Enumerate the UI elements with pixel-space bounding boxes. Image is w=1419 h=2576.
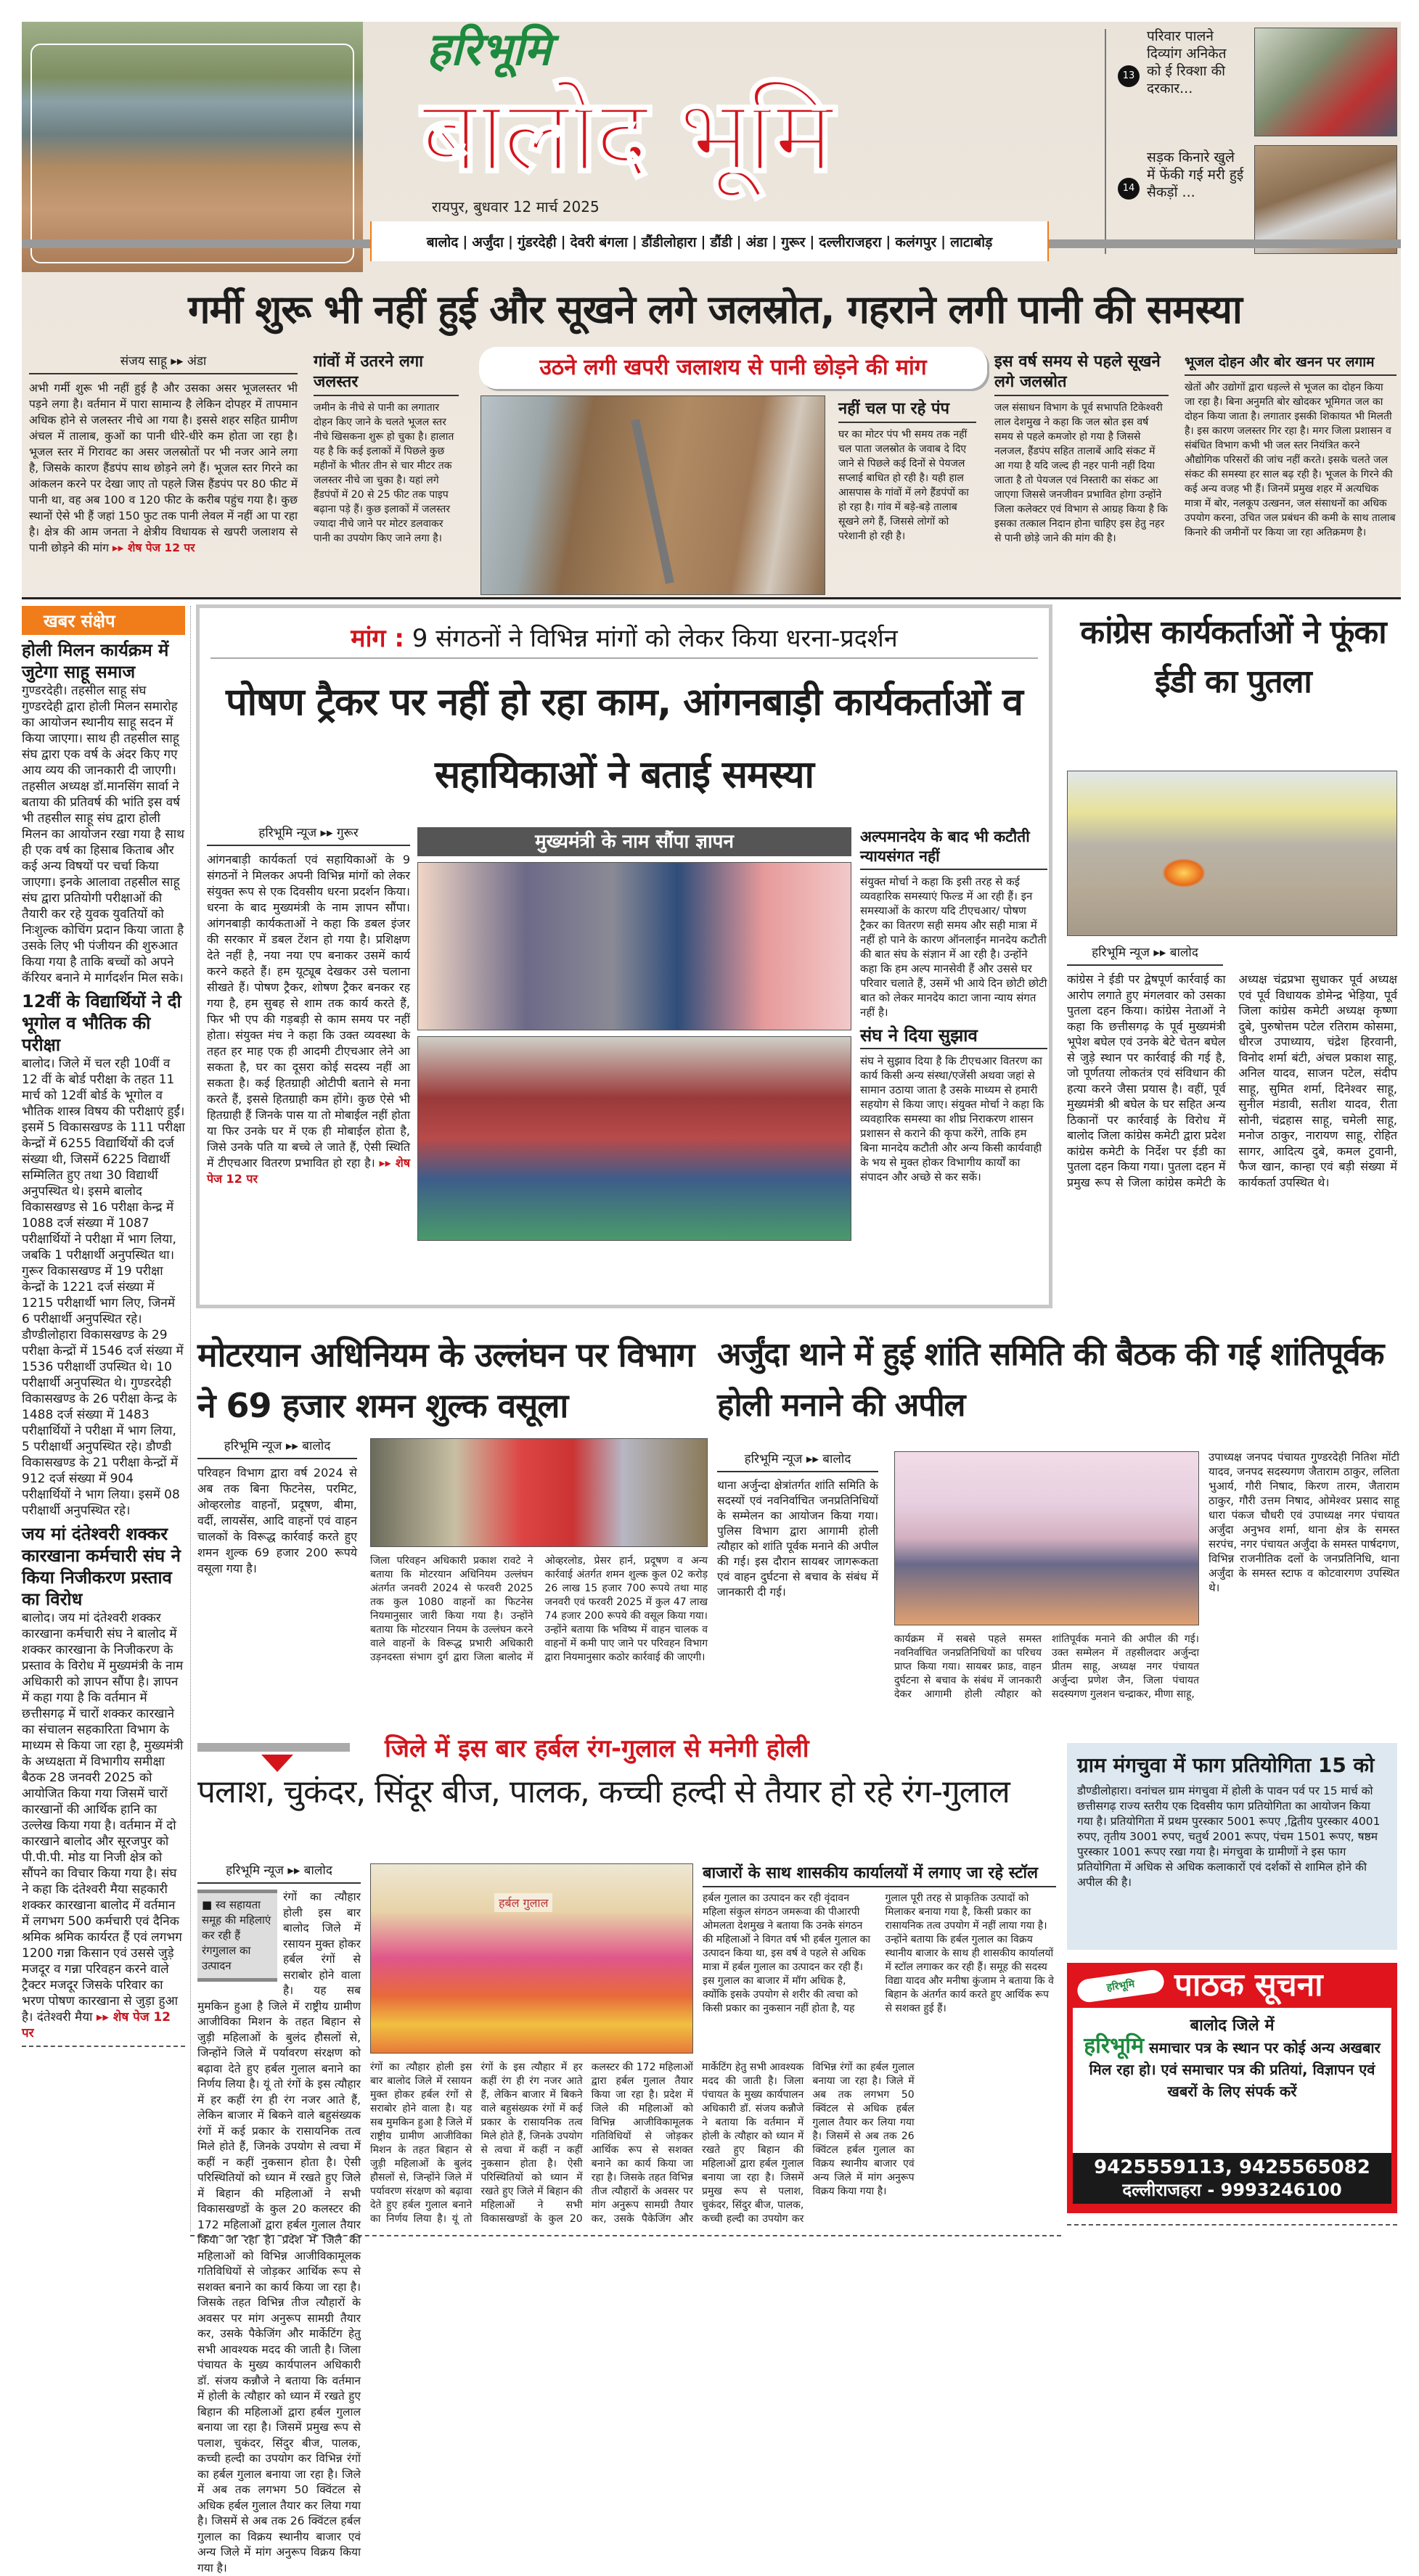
subsection-body: खेतों और उद्योगों द्वारा धड़ल्ले से भूजल का दोहन किया जा रहा है। बिना अनुमति बोर खोदकर भूमिगत जल का दोहन किया जाता है। लगातार इसकी शिकायत भी मिलती है। इस कारण जलस्तर गिर रहा है। मगर जिला प्रशासन व संबंधित विभाग कभी भी जल स्तर नियंत्रित करने औद्योगिक परिसरों की जांच नहीं करते। इसके चलते जल संकट की समस्या हर साल बढ़ रही है। भूजल के गिरने की कई अन्य वजह भी हैं। जिनमें प्रमुख शहर में अत्यधिक मात्रा में बोर, नलकूप उत्खनन, जल संसाधनों का अधिक उपयोग करना, उचित जल प्रबंधन की कमी के साथ तालाब किनारे की जमीनों पर किया जा रहा अतिक्रमण है। — [1185, 382, 1396, 538]
notice-title: पाठक सूचना — [1174, 1966, 1323, 2003]
anganwadi-body-column — [207, 824, 410, 1187]
nav-separator: | — [886, 233, 891, 250]
motor-headline: मोटरयान अधिनियम के उल्लंघन पर विभाग ने 69 हजार शमन शुल्क वसूला — [197, 1335, 695, 1425]
subsection-body: जल संसाधन विभाग के पूर्व सभापति टिकेश्वरी लाल देशमुख ने कहा कि जल स्रोत इस वर्ष समय से पहले कमजोर हो गया है जिससे नलजल, हैंडपंप सहित तालाबें आदि संकट में आ गया है यदि जल्द ही नहर पानी नहीं दिया जाता है तो पेयजल एवं निस्तारी का संकट आ जाएगा जिससे जनजीवन प्रभावित होगा उन्होंने जिला कलेक्टर एवं विभाग से आग्रह किया है कि इसका तत्काल निदान होना चाहिए इस हेतु नहर से पानी छोड़े जाने की मांग की है। — [994, 402, 1168, 544]
section-arrow-icon — [197, 1743, 350, 1752]
nav-item[interactable]: कलंगपुर — [895, 234, 937, 250]
nav-item[interactable]: अर्जुंदा — [472, 234, 504, 250]
continued-link[interactable]: ▸▸ शेष पेज 12 पर — [112, 541, 195, 554]
page-bottom-rule — [1067, 2224, 1397, 2226]
teaser-divider — [1105, 29, 1106, 254]
notice-text: हरिभूमि समाचार पत्र के स्थान पर कोई अन्य अखबार मिल रहा हो। एवं समाचार पत्र की प्रतियां, विज्ञापन एवं खबरों के लिए संपर्क करें — [1084, 2033, 1381, 2100]
subheading: भूजल दोहन और बोर खनन पर लगाम — [1185, 352, 1396, 376]
nav-item[interactable]: दल्लीराजहरा — [819, 234, 882, 250]
nav-separator: | — [772, 233, 777, 250]
subsection-body: हर्बल गुलाल का उत्पादन कर रही वृंदावन महिला संकुल संगठन जमरूवा की पीआरपी ओमलता देशमुख ने बताया कि उनके संगठन की महिलाओं ने विगत वर्ष भी हर्बल गुलाल का उत्पादन किया था, इस वर्ष वे पहले से अधिक मात्रा में हर्बल गुलाल का उत्पादन कर रही हैं। इस गुलाल का बाजार में मॉग अधिक है, क्योंकि इसके उपयोग से शरीर की त्वचा को किसी प्रकार का नुकसान नहीं होता है, यह गुलाल पूरी तरह से प्राकृतिक उत्पादों को मिलाकर बनाया गया है, किसी प्रकार का रासायनिक तत्व उपयोग में नहीं लाया गया है। उन्होंने बताया कि हर्बल गुलाल का विक्रय स्थानीय बाजार के साथ ही शासकीय कार्यालयों में स्टॉल लगाकर कर रही हैं। समूह की सदस्य विद्या यादव और मनीषा कुंजाम ने बताया कि वे बिहान के अंतर्गत कार्य करते हुए आर्थिक रूप से सशक्त हुई हैं। — [703, 1892, 1054, 2014]
column-rule — [190, 606, 191, 2231]
arjunda-body: कार्यक्रम में सबसे पहले समस्त नवनिर्वाचित जनप्रतिनिधियों का परिचय प्राप्त किया गया। सायबर फ्राड, वाहन दुर्घटना से बचाव के संबंध में जानकारी देकर आगामी होली त्यौहार को शांतिपूर्वक मनाने की अपील की गई। उक्त सम्मेलन में तहसीलदार अर्जुन्दा प्रीतम साहू, अध्यक्ष नगर पंचायत अर्जुन्दा प्रणेश जैन, जिला पंचायत सदस्यगण गुलशन चन्द्राकर, मीणा साहू, — [894, 1633, 1199, 1700]
protest-stage-photo — [417, 862, 851, 1030]
page-bottom-rule — [190, 2235, 1061, 2236]
subheading: अल्पमानदेय के बाद भी कटौती न्यायसंगत नहीं — [860, 827, 1047, 870]
nav-separator: | — [941, 233, 946, 250]
page-number-badge: 14 — [1118, 178, 1140, 200]
subsection-body: घर का मोटर पंप भी समय तक नहीं चल पाता जलस्रोत के जवाब दे दिए जाने से पिछले कई दिनों से पेयजल सप्लाई बाधित हो रही है। यही हाल आसपास के गांवों में लगे हैंडपंपों का हो रहा है। गांव में बड़े-बड़े तालाब सूखने लगे हैं, जिससे लोगों को परेशानी हो रही है। — [838, 429, 969, 542]
brief-body: बालोद। जिले में चल रही 10वीं व 12 वीं के बोर्ड परीक्षा के तहत 11 मार्च को 12वीं बोर्ड के भूगोल व भौतिक शास्त्र विषय की परीक्षाएं हुईं। इसमें 5 विकासखण्ड के 111 परीक्षा केन्द्रों में 6255 विद्यार्थियों की दर्ज संख्या थी, जिसमें 6225 विद्यार्थी सम्मिलित हुए तथा 30 विद्यार्थी अनुपस्थित थे। इसमे बालोद विकासखण्ड से 16 परीक्षा केन्द्र में 1088 दर्ज संख्या में 1087 परीक्षार्थियों ने परीक्षा में भाग लिया, जबकि 1 परीक्षार्थी अनुपस्थित था। गुरूर विकासखण्ड में 19 परीक्षा केन्द्रों के 1221 दर्ज संख्या में 1215 परीक्षार्थी भाग लिए, जिनमें 6 परीक्षार्थी अनुपस्थित रहे। डौण्डीलोहारा विकासखण्ड के 29 परीक्षा केन्द्रों में 1546 दर्ज संख्या में 1536 परीक्षार्थी उपस्थित थे। 10 परीक्षार्थी अनुपस्थित थे। गुण्डरदेही विकासखण्ड के 26 परीक्षा केन्द्र के 1488 दर्ज संख्या में 1483 परीक्षार्थियों ने परीक्षा में भाग लिया, 5 परीक्षार्थी अनुपस्थित रहे। डौण्डी विकासखण्ड के 21 परीक्षा केन्द्रों में 912 दर्ज संख्या में 904 परीक्षार्थियों ने भाग लिया। इसमें 08 परीक्षार्थी अनुपस्थित रहे। — [22, 1057, 185, 1518]
section-divider — [22, 597, 1401, 599]
subsection-body: जमीन के नीचे से पानी का लगातार दोहन किए जाने के चलते भूजल स्तर नीचे खिसकना शुरू हो चुका है। हालात यह है कि कई इलाकों में पिछले कुछ महीनों के भीतर तीन से चार मीटर तक जलस्तर नीचे जा चुका है। यहां लगे हैंडपंपों में 20 से 25 फीट तक पाइप बढ़ाना पड़े हैं। कुछ इलाकों में जलस्तर ज्यादा नीचे जाने पर मोटर डलवाकर पानी का उपयोग किए जाने लगा है। — [314, 402, 454, 544]
brand-logo: हरिभूमि — [427, 22, 552, 75]
story-body: कांग्रेस ने ईडी पर द्वेषपूर्ण कार्रवाई का आरोप लगाते हुए मंगलवार को उसका पुतला दहन किया। कांग्रेस नेताओं ने कहा कि छत्तीसगढ़ के पूर्व मुख्यमंत्री भूपेश बघेल एवं उनके बेटे चेतन बघेल से जुड़े स्थान पर कार्रवाई की गई है, जो पूर्णतया लोकतंत्र एवं संविधान की हत्या करने जैसा प्रयास है। वहीं, पूर्व मुख्यमंत्री श्री बघेल के घर सहित अन्य ठिकानों पर कार्रवाई के विरोध में बालोद जिला कांग्रेस कमेटी द्वारा प्रदेश कांग्रेस कमेटी के निर्देश पर ईडी का पुतला दहन किया गया। पुतला दहन में प्रमुख रूप से जिला कांग्रेस कमेटी के अध्यक्ष चंद्रप्रभा सुधाकर पूर्व अध्यक्ष एवं पूर्व विधायक डोमेन्द्र भेड़िया, पूर्व जिला कांग्रेस कमेटी अध्यक्ष कृष्णा दुबे, पुरुषोत्तम पटेल रतिराम कोसमा, धीरज उपाध्याय, चंद्रेश हिरवानी, विनोद शर्मा बंटी, अंचल प्रकाश साहू, अनिल यादव, साजन पटेल, संदीप साहू, सुमित शर्मा, दिनेश्वर साहू, सुनील मंडावी, सतीश यादव, रीता सोनी, चंद्रहास साहू, चमेली साहू, मनोज ठाकुर, नारायण साहू, रोहित सागर, आदित्य दुबे, कमल टुवानी, फैज खान, कान्हा एवं बड़ी संख्या में कार्यकर्ता उपस्थित थे। — [1067, 972, 1397, 1189]
subheading: इस वर्ष समय से पहले सूखने लगे जलस्रोत — [994, 352, 1169, 396]
notice-line: बालोद जिले में — [1190, 2017, 1275, 2035]
teaser-photo-dead-chickens — [1254, 145, 1397, 254]
story-lead: थाना अर्जुन्दा क्षेत्रांतर्गत शांति समिति के सदस्यों एवं नवनिर्वाचित जनप्रतिनिधियों के सम्मेलन का आयोजन किया गया। पुलिस विभाग द्वारा आगामी होली त्यौहार को शांति पूर्वक मनाने की अपील की गई। इस दौरान सायबर जागरूकता एवं वाहन दुर्घटना से बचाव के संबंध में जानकारी दी गई। — [717, 1479, 878, 1599]
edition-title: बालोद भूमि — [421, 77, 831, 195]
column-end-rule — [22, 2046, 185, 2047]
subheading: संघ ने दिया सुझाव — [860, 1025, 1047, 1049]
pull-quote: ■ स्व सहायता समूह की महिलाएं कर रही हैं रंगगुलाल का उत्पादन — [197, 1890, 277, 1982]
subsection-body: संघ ने सुझाव दिया है कि टीएचआर वितरण का कार्य किसी अन्य संस्था/एजेंसी अथवा जहां से सामान उठाया जाता है उसके माध्यम से हमारी सहयोग से किया जाए। संयुक्त मोर्चा ने कहा कि व्यवहारिक समस्या का शीघ्र निराकरण शासन प्रशासन से कराने की कृपा करेंगे, ताकि हम बिना मानदेय कटौती और अन्य किसी कार्यवाही के भय से मुक्त होकर विभागीय कार्यों का संपादन और अच्छे से कर सकें। — [860, 1054, 1044, 1184]
teaser-text: परिवार पालने दिव्यांग अनिकेत को ई रिक्शा की दरकार... — [1147, 28, 1227, 97]
byline: हरिभूमि न्यूज ▸▸ बालोद — [197, 1437, 357, 1459]
dry-pond-photo — [22, 22, 363, 272]
brief-title: 12वीं के विद्यार्थियों ने दी भूगोल व भौतिक की परीक्षा — [22, 991, 181, 1055]
bus-inspection-photo — [370, 1438, 708, 1547]
subheading: बाजारों के साथ शासकीय कार्यालयों में लगाए जा रहे स्टॉल — [703, 1863, 1056, 1887]
brief-title: जय मां दंतेश्वरी शक्कर कारखाना कर्मचारी संघ ने किया निजीकरण प्रस्ताव का विरोध — [22, 1524, 181, 1609]
nav-separator: | — [507, 233, 513, 250]
nav-separator: | — [462, 233, 468, 250]
photo-caption-bar: मुख्यमंत्री के नाम सौंपा ज्ञापन — [417, 827, 851, 856]
chevron-down-icon — [261, 1755, 293, 1772]
brief-body: बालोद। जय मां दंतेश्वरी शक्कर कारखाना कर्मचारी संघ ने बालोद में शक्कर कारखाना के निजीकरण के प्रस्ताव के विरोध में मुख्यमंत्री के नाम अधिकारी को ज्ञापन सौंपा है। ज्ञापन में कहा गया है कि वर्तमान में छत्तीसगढ़ में चारों शक्कर कारखाने का संचालन सहकारिता विभाग के माध्यम से किया जा रहा है, मुख्यमंत्री के अध्यक्षता में विभागीय समीक्षा बैठक 28 जनवरी 2025 को आयोजित किया गया जिसमें चारों कारखानों की आर्थिक हानि का उल्लेख किया गया है। वर्तमान में दो कारखाने बालोद और सूरजपुर को पी.पी.पी. मोड या निजी क्षेत्र को सौंपने का विचार किया गया है। संघ ने कहा कि दंतेश्वरी मैया सहकारी शक्कर कारखाना बालोद में वर्तमान में लगभग 500 कर्मचारी एवं दैनिक श्रमिक श्रमिक कार्यरत हैं एवं लगभग 1200 गन्ना किसान एवं उससे जुड़े मजदूर व गन्ना परिवहन करने वाले ट्रैक्टर मजदूर जिसके परिवार का भरण पोषण कारखाना से जुड़ा हुआ है। दंतेश्वरी मैया ▸▸ शेष पेज 12 पर — [22, 1611, 184, 2040]
motor-lead-column — [197, 1437, 357, 1577]
lead-subsection — [838, 399, 976, 543]
poster-text: हर्बल गुलाल — [494, 1893, 552, 1912]
continued-link[interactable]: ▸▸ शेष पेज 12 पर — [207, 1156, 410, 1186]
arjunda-lead-column — [717, 1450, 878, 1600]
herbal-gulal-women-photo — [370, 1863, 693, 2054]
byline: हरिभूमि न्यूज ▸▸ गुरूर — [207, 824, 410, 846]
peace-committee-photo — [894, 1451, 1199, 1625]
byline: हरिभूमि न्यूज ▸▸ बालोद — [197, 1861, 361, 1884]
lead-story — [29, 352, 298, 556]
brief-item — [22, 639, 185, 986]
arjunda-headline: अर्जुंदा थाने में हुई शांति समिति की बैठक की गई शांतिपूर्वक होली मनाने की अपील — [717, 1336, 1384, 1424]
lead-subsection — [994, 352, 1169, 546]
briefs-header: खबर संक्षेप — [22, 606, 185, 635]
arjunda-side-text: उपाध्यक्ष जनपद पंचायत गुण्डरदेही नितिश मोंटी यादव, जनपद सदस्यगण जैताराम ठाकुर, ललिता भुआर्य, गौरी निषाद, किरण तारम, जैताराम ठाकुर, गौरी उत्तम निषाद, ओमेश्वर प्रसाद साहू धारा पंकज चौधरी एवं उपाध्यक्ष नगर पंचायत अर्जुंदा अनुभव शर्मा, थाना क्षेत्र के समस्त सरपंच, नगर पंचायत अर्जुंदा के समस्त पार्षदगण, विभिन्न राजनीतिक दलों के जनप्रतिनिधि, थाना अर्जुंदा के समस्त स्टाफ व कोटवारगण उपस्थित थे। — [1209, 1451, 1399, 1594]
story-body: रंगों का त्यौहार होली इस बार बालोद जिले में रसायन मुक्त होकर हर्बल रंगों से सराबोर होने वाला है। यह सब मुमकिन हुआ है जिले में राष्ट्रीय ग्रामीण आजीविका मिशन के तहत बिहान से जुड़ी महिलाओं के बुलंद हौसलों से, जिन्होंने जिले में पर्यावरण संरक्षण को बढ़ावा देते हुए हर्बल गुलाल बनाने का निर्णय लिया है। यूं तो रंगों के इस त्यौहार में हर कहीं रंग ही रंग नजर आते हैं, लेकिन बाजार में बिकने वाले बहुसंख्यक रंगों में कई प्रकार के रासायनिक तत्व मिले होते हैं, जिनके उपयोग से त्वचा में कहीं न कहीं नुकसान होता है। ऐसी परिस्थितियों को ध्यान में रखते हुए जिले में बिहान की महिलाओं ने सभी विकासखण्डों के कुल 20 कलस्टर की 172 महिलाओं द्वारा हर्बल गुलाल तैयार किया जा रहा है। प्रदेश में जिले की महिलाओं को विभिन्न आजीविकामूलक गतिविधियों से जोड़कर आर्थिक रूप से सशक्त बनाने का कार्य किया जा रहा है। जिसके तहत विभिन्न तीज त्यौहारों के अवसर पर मांग अनुरूप सामग्री तैयार कर, उसके पैकेजिंग और मार्केटिंग हेतु सभी आवश्यक मदद की जाती है। जिला पंचायत के मुख्य कार्यपालन अधिकारी डॉ. संजय कन्नौजे ने बताया कि वर्तमान में होली के त्यौहार को ध्यान में रखते हुए बिहान की महिलाओं द्वारा हर्बल गुलाल बनाया जा रहा है। जिसमें प्रमुख रूप से पलाश, चुकंदर, सिंदुर बीज, पालक, कच्ची हल्दी का उपयोग कर विभिन्न रंगों का हर्बल गुलाल बनाया जा रहा है। जिले में अब तक लगभग 50 क्विंटल से अधिक हर्बल गुलाल तैयार कर लिया गया है। जिसमें से अब तक 26 क्विंटल हर्बल गुलाल का विक्रय स्थानीय बाजार एवं अन्य जिले में मांग अनुरूप विक्रय किया गया है। — [197, 1890, 361, 2575]
lead-subsection — [1185, 352, 1396, 540]
lead-subsection — [314, 352, 459, 546]
congress-body — [1067, 943, 1397, 1190]
brief-item — [22, 990, 185, 1519]
subsection-body: संयुक्त मोर्चा ने कहा कि इसी तरह से कई व्यवहारिक समस्याएं फिल्ड में आ रही हैं। इन समस्याओं के कारण यदि टीएचआर/ पोषण ट्रैकर का वितरण सही समय और सही मात्रा में नहीं हो पाने के कारण ऑनलाईन मानदेय कटौती की बात संघ के संज्ञान में आ रही है। उन्होंने कहा कि हम अल्प मानसेवी हैं और उससे घर परिवार चलाते हैं, उसमें भी आये दिन छोटी छोटी बात को लेकर मानदेय काटा जाना न्याय संगत नहीं है। — [860, 875, 1047, 1019]
teaser-item[interactable] — [1118, 28, 1248, 136]
holi-lead-column — [197, 1861, 361, 2575]
holi-kicker: जिले में इस बार हर्बल रंग-गुलाल से मनेगी होली — [385, 1734, 809, 1763]
box-headline: ग्राम मंगचुवा में फाग प्रतियोगिता 15 को — [1077, 1753, 1375, 1777]
page-number-badge: 13 — [1118, 65, 1140, 87]
brand-logo: हरिभूमि — [1084, 2033, 1145, 2059]
congress-headline: कांग्रेस कार्यकर्ताओं ने फूंका ईडी का पुतला — [1080, 614, 1386, 700]
nav-separator: | — [700, 233, 706, 250]
nav-item[interactable]: लाटाबोड़ — [950, 234, 993, 250]
motor-body: जिला परिवहन अधिकारी प्रकाश रावटे ने बताया कि मोटरयान अधिनियम उल्लंघन अंतर्गत जनवरी 2024 से फरवरी 2025 तक कुल 1080 वाहनों का फिटनेस नियमानुसार जारी किया गया है। उन्होंने बताया कि मोटरयान नियम के उल्लंघन करने वाले वाहनों के विरूद्ध प्रभारी अधिकारी उड़नदस्ता संभाग दुर्ग द्वारा जिला बालोद में ओव्हरलोड, प्रेसर हार्न, प्रदूषण व अन्य कार्रवाई अंतर्गत शमन शुल्क कुल 02 करोड़ 26 लाख 15 हजार 700 रूपये तथा माह जनवरी एवं फरवरी 2025 में कुल 47 लाख 74 हजार 200 रूपये की वसूल किया गया। उन्होंने बताया कि भविष्य में वाहन चालक व वाहनों में कमी पाए जाने पर परिवहन विभाग द्वारा नियमानुसार कठोर कार्रवाई की जाएगी। — [370, 1555, 708, 1663]
byline: हरिभूमि न्यूज ▸▸ बालोद — [717, 1450, 878, 1472]
box-body: डौण्डीलोहारा। वनांचल ग्राम मंगचुवा में होली के पावन पर्व पर 15 मार्च को छत्तीसगढ़ राज्य स्तरीय एक दिवसीय फाग प्रतियोगिता का आयोजन किया गया है। प्रतियोगिता में प्रथम पुरस्कार 5001 रूपए ,द्वितीय पुरस्कार 4001 रुपए, तृतीय 3001 रुपए, चतुर्थ 2001 रूपए, पंचम 1501 रूपए, षष्ठम पुरस्कार 1001 रूपए रखा गया है। मंगचुवा के ग्रामीणों ने इस फाग प्रतियोगिता में अधिक से अधिक कलाकारों एवं दर्शकों से शामिल होने की अपील की है। — [1077, 1784, 1381, 1889]
brief-body: गुण्डरदेही। तहसील साहू संघ गुण्डरदेही द्वारा होली मिलन समारोह का आयोजन स्थानीय साहू सदन में किया जाएगा। साथ ही तहसील साहू संघ द्वारा एक वर्ष के अंदर किए गए आय व्यय की जानकारी दी जाएगी। तहसील अध्यक्ष डॉ.मानसिंग सार्वा ने बताया की प्रतिवर्ष की भांति इस वर्ष भी तहसील साहू संघ द्वारा होली मिलन का आयोजन रखा गया है साथ ही एक वर्ष का हिसाब किताब और कई अन्य विषयों पर चर्चा किया जाएगा। इनके आलावा तहसील साहू संघ द्वारा प्रतियोगी परीक्षाओं की तैयारी कर रहे युवक युवतियों को निःशुल्क कोचिंग प्रदान किया जाता है उसके लिए भी पंजीयन की शुरुआत किया गया है ताकि बच्चों को अपने कॅरियर बनाने मे मार्गदर्शन मिल सके। — [22, 684, 184, 985]
brief-item — [22, 1523, 185, 2041]
effigy-burning-photo — [1067, 771, 1397, 936]
anganwadi-side-column — [860, 827, 1047, 1184]
story-lead: परिवहन विभाग द्वारा वर्ष 2024 से अब तक बिना फिटनेस, परमिट, ओव्हरलोड वाहनों, प्रदूषण, बीमा, वर्दी, लायसेंस, आदि वाहनों एवं वाहन चालकों के विरूद्ध कार्रवाई करते हुए शमन शुल्क 69 हजार 200 रूपये वसूला गया है। — [197, 1466, 357, 1575]
holi-sidebar — [703, 1863, 1056, 2016]
anganwadi-headline: पोषण ट्रैकर पर नहीं हो रहा काम, आंगनबाड़ी कार्यकर्ताओं व सहायिकाओं ने बताई समस्या — [226, 681, 1023, 797]
contact-phones: 9425559113, 9425565082 — [1094, 2157, 1370, 2178]
phag-competition-box — [1067, 1743, 1397, 1950]
protest-crowd-photo — [417, 1036, 851, 1241]
briefs-column — [22, 606, 185, 2047]
handpump-photo — [481, 395, 825, 595]
story-kicker — [210, 623, 1038, 659]
dateline: रायपुर, बुधवार 12 मार्च 2025 — [432, 198, 600, 216]
nav-separator: | — [809, 233, 815, 250]
brief-title: होली मिलन कार्यक्रम में जुटेगा साहू समाज — [22, 640, 169, 682]
subheading: गांवों में उतरने लगा जलस्तर — [314, 352, 459, 396]
nav-item[interactable]: गुंडरदेही — [517, 234, 557, 250]
holi-body-continued: रंगों का त्यौहार होली इस बार बालोद जिले में रसायन मुक्त होकर हर्बल रंगों से सराबोर होने वाला है। यह सब मुमकिन हुआ है जिले में राष्ट्रीय ग्रामीण आजीविका मिशन के तहत बिहान से जुड़ी महिलाओं के बुलंद हौसलों से, जिन्होंने जिले में पर्यावरण संरक्षण को बढ़ावा देते हुए हर्बल गुलाल बनाने का निर्णय लिया है। यूं तो रंगों के इस त्यौहार में हर कहीं रंग ही रंग नजर आते हैं, लेकिन बाजार में बिकने वाले बहुसंख्यक रंगों में कई प्रकार के रासायनिक तत्व मिले होते हैं, जिनके उपयोग से त्वचा में कहीं न कहीं नुकसान होता है। ऐसी परिस्थितियों को ध्यान में रखते हुए जिले में बिहान की महिलाओं ने सभी विकासखण्डों के कुल 20 कलस्टर की 172 महिलाओं द्वारा हर्बल गुलाल तैयार किया जा रहा है। प्रदेश में जिले की महिलाओं को विभिन्न आजीविकामूलक गतिविधियों से जोड़कर आर्थिक रूप से सशक्त बनाने का कार्य किया जा रहा है। जिसके तहत विभिन्न तीज त्यौहारों के अवसर पर मांग अनुरूप सामग्री तैयार कर, उसके पैकेजिंग और मार्केटिंग हेतु सभी आवश्यक मदद की जाती है। जिला पंचायत के मुख्य कार्यपालन अधिकारी डॉ. संजय कन्नौजे ने बताया कि वर्तमान में होली के त्यौहार को ध्यान में रखते हुए बिहान की महिलाओं द्वारा हर्बल गुलाल बनाया जा रहा है। जिसमें प्रमुख रूप से पलाश, चुकंदर, सिंदुर बीज, पालक, कच्ची हल्दी का उपयोग कर विभिन्न रंगों का हर्बल गुलाल बनाया जा रहा है। जिले में अब तक लगभग 50 क्विंटल से अधिक हर्बल गुलाल तैयार कर लिया गया है। जिसमें से अब तक 26 क्विंटल हर्बल गुलाल का विक्रय स्थानीय बाजार एवं अन्य जिले में मांग अनुरूप विक्रय किया गया है। — [370, 2062, 915, 2225]
teaser-text: सड़क किनारे खुले में फेंकी गई मरी हुई सैकड़ों ... — [1147, 149, 1244, 200]
newspaper-roll-icon: हरिभूमि — [1076, 1969, 1165, 2003]
nav-item[interactable]: अंडा — [745, 234, 768, 250]
nav-separator: | — [560, 233, 566, 250]
kicker-text: 9 संगठनों ने विभिन्न मांगों को लेकर किया धरना-प्रदर्शन — [412, 624, 898, 653]
contact-phone-dallirajhara: दल्लीराजहरा - 9993246100 — [1122, 2180, 1342, 2200]
nav-item[interactable]: बालोद — [426, 234, 459, 250]
nav-item[interactable]: डौंडीलोहारा — [641, 234, 697, 250]
lead-banner: उठने लगी खपरी जलाशय से पानी छोड़ने की मांग — [479, 347, 987, 389]
edition-nav — [370, 221, 1049, 261]
nav-separator: | — [631, 233, 637, 250]
story-body: अभी गर्मी शुरू भी नहीं हुई है और उसका असर भूजलस्तर भी पड़ने लगा है। वर्तमान में पारा सामान्य है लेकिन दोपहर में तापमान अधिक होने से जलस्तर नीचे आ गया है। इससे शहर सहित ग्रामीण अंचल में तालाब, कुओं का पानी धीरे-धीरे कम होता जा रहा है। भूजल स्तर में गिरावट का असर जलस्रोतों पर भी नजर आने लगा है, जिसके कारण हैंडपंप साथ छोड़ने लगे हैं। भूजल स्तर गिरने का आंकलन करने पर देखा जाए तो पहले जिस हैंडपंप पर 80 फीट में पानी था, वह अब 100 व 120 फीट के करीब पहुंच गया है। कुछ स्थानों ऐसे भी हैं जहां 150 फुट तक पानी लेवल में नहीं आ पा रहा है। क्षेत्र की आम जनता ने क्षेत्रीय विधायक से खपरी जलाशय से पानी छोड़ने की मांग ▸▸ शेष पेज 12 पर — [29, 382, 298, 554]
nav-item[interactable]: डौंडी — [710, 234, 732, 250]
nav-item[interactable]: गुरूर — [781, 234, 806, 250]
story-body: आंगनबाड़ी कार्यकर्ता एवं सहायिकाओं के 9 संगठनों ने मिलकर अपनी विभिन्न मांगों को लेकर संयुक्त रूप से एक दिवसीय धरना प्रदर्शन किया। धरना के बाद मुख्यमंत्री के नाम ज्ञापन सौंपा। आंगनबाड़ी कार्यकताओं ने कहा कि डबल इंजर की सरकार में डबल टेंशन हो गया है। प्रशिक्षण देते नहीं है, नया नया एप बनाकर उसमें कार्य करने कहते हैं। हम यूट्यूब देखकर उसे चलाना सीखते हैं। पोषण ट्रैकर, शोषण ट्रैकर बनकर रह गया है, हम सुबह से शाम तक कार्य करते हैं, फिर भी एप की गड़बड़ी से काम समय पर नहीं होता। संयुक्त मंच ने कहा कि उक्त व्यवस्था के तहत हर माह एक ही आदमी टीएचआर लेने आ सकता है, घर का दूसरा कोई सदस्य नहीं आ सकता है। कई हितग्राही ओटीपी बताने से मना करते हैं, इससे हितग्राही कम होंगे। कुछ ऐसे भी हितग्राही हैं जिनके पास या तो मोबाईल नहीं होता या फिर उनके घर में एक ही मोबाईल होता है, जिसे उनके पति या बच्चे ले जाते हैं, ऐसी स्थिति में टीएचआर वितरण प्रभावित हो रहा है। ▸▸ शेष पेज 12 पर — [207, 853, 410, 1186]
teaser-photo-erickshaw — [1254, 28, 1397, 136]
kicker-label: मांग : — [351, 624, 404, 653]
byline: संजय साहू ▸▸ अंडा — [29, 352, 298, 374]
nav-item[interactable]: देवरी बंगला — [570, 234, 628, 250]
continued-link[interactable]: ▸▸ शेष पेज 12 पर — [22, 2010, 171, 2040]
subheading: नहीं चल पा रहे पंप — [838, 399, 976, 423]
holi-headline: पलाश, चुकंदर, सिंदूर बीज, पालक, कच्ची हल्दी से तैयार हो रहे रंग-गुलाल — [197, 1773, 1010, 1810]
byline: हरिभूमि न्यूज ▸▸ बालोद — [1067, 943, 1223, 966]
reader-notice-ad — [1067, 1963, 1397, 2213]
lead-headline: गर्मी शुरू भी नहीं हुई और सूखने लगे जलस्रोत, गहराने लगी पानी की समस्या — [188, 287, 1242, 332]
nav-separator: | — [736, 233, 742, 250]
